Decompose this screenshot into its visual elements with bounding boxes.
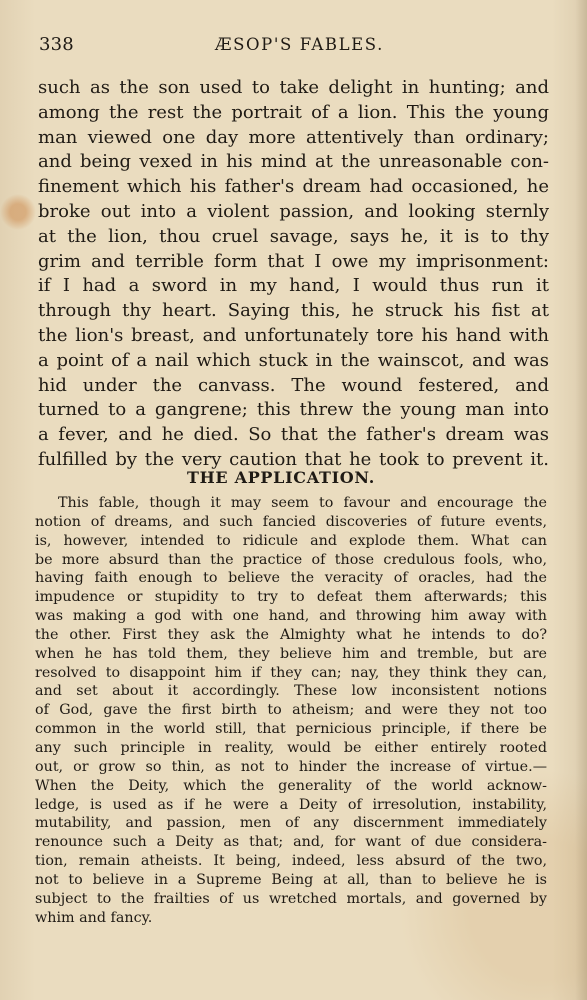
main-text-line: a fever, and he died. So that the father's dream was [38,424,549,446]
application-text-line: of God, gave the first birth to atheism; and were they not too [35,702,547,719]
application-text-line: out, or grow so thin, as not to hinder the increase of virtue.— [35,758,547,775]
application-text-line: mutability, and passion, men of any discernment immediately [35,815,547,832]
main-text-line: at the lion, thou cruel savage, says he, it is to thy [38,225,549,247]
page-header [39,34,544,56]
application-text [35,494,547,927]
application-heading: THE APPLICATION. [187,468,375,487]
application-text-line: when he has told them, they believe him and tremble, but are [35,645,547,662]
application-text-line: whim and fancy. [35,909,153,926]
application-text-line: resolved to disappoint him if they can; nay, they think they can, [35,664,547,681]
main-text-line: grim and terrible form that I owe my imprisonment: [38,250,549,272]
application-text-line: be more absurd than the practice of those credulous fools, who, [35,551,547,568]
main-text-line: such as the son used to take delight in hunting; and [38,77,549,98]
main-text-line: broke out into a violent passion, and looking sternly [38,200,549,222]
page-number: 338 [39,34,74,55]
main-fable-text [38,76,549,473]
application-text-line: This fable, though it may seem to favour and encourage the [58,495,547,511]
main-text-line: hid under the canvass. The wound festered, and [38,374,549,396]
main-text-line: man viewed one day more attentively than ordinary; [38,126,549,148]
application-text-line: is, however, intended to ridicule and explode them. What can [35,532,547,549]
main-text-line: the lion's breast, and unfortunately tore his hand with [38,324,549,346]
main-text-line: and being vexed in his mind at the unreasonable con- [38,151,549,173]
application-text-line: impudence or stupidity to try to defeat them afterwards; this [35,589,547,606]
page-edge-shadow [575,0,587,1000]
main-text-line: through thy heart. Saying this, he struck his fist at [38,300,549,322]
main-text-line: finement which his father's dream had occasioned, he [38,176,549,198]
application-text-line: tion, remain atheists. It being, indeed, less absurd of the two, [35,853,547,870]
main-text-line: if I had a sword in my hand, I would thus run it [38,275,549,297]
application-text-line: subject to the frailties of us wretched mortals, and governed by [35,890,547,907]
main-text-line: a point of a nail which stuck in the wainscot, and was [38,349,549,371]
application-text-line: not to believe in a Supreme Being at all, than to believe he is [35,871,547,888]
application-text-line: notion of dreams, and such fancied discoveries of future events, [35,513,547,530]
application-text-line: renounce such a Deity as that; and, for want of due considera- [35,834,547,851]
application-text-line: having faith enough to believe the veracity of oracles, had the [35,570,547,587]
main-text-line: turned to a gangrene; this threw the young man into [38,399,549,421]
application-text-line: common in the world still, that pernicious principle, if there be [35,721,547,738]
application-text-line: was making a god with one hand, and throwing him away with [35,608,547,625]
running-head: ÆSOP'S FABLES. [215,35,384,54]
application-text-line: and set about it accordingly. These low inconsistent notions [35,683,547,700]
application-text-line: ledge, is used as if he were a Deity of irresolution, instability, [35,796,547,813]
application-text-line: the other. First they ask the Almighty what he intends to do? [35,626,547,643]
application-text-line: When the Deity, which the generality of the world acknow- [35,777,547,794]
main-text-line: fulfilled by the very caution that he took to prevent it. [38,448,549,470]
main-text-line: among the rest the portrait of a lion. This the young [38,101,549,123]
application-text-line: any such principle in reality, would be either entirely rooted [35,739,547,756]
